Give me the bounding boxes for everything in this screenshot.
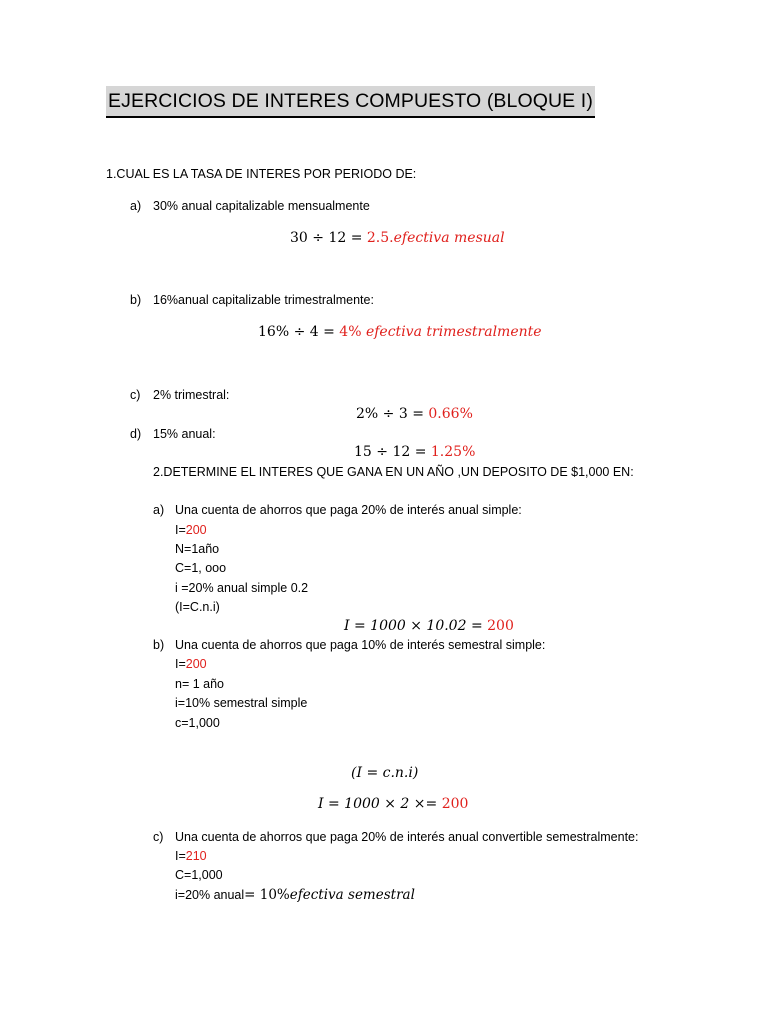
equation-1b-result: 4%	[339, 324, 362, 340]
item-2c-text: Una cuenta de ahorros que paga 20% de interés anual convertible semestralmente:	[175, 830, 639, 844]
equation-2a-result: 200	[487, 618, 514, 634]
equation-1c	[356, 405, 473, 423]
item-2a-interest-value: 200	[185, 523, 207, 537]
equation-1a-result: 2.5.	[366, 230, 394, 246]
item-1d-text: 15% anual:	[153, 427, 216, 441]
item-2a-c: C=1, ooo	[175, 561, 227, 575]
item-2b-letter: b)	[153, 638, 165, 652]
item-2c-rate-prefix: i=20% anual	[175, 888, 245, 902]
equation-2b-formula: (I = c.n.i)	[351, 765, 419, 781]
item-2c-interest	[175, 848, 207, 864]
equation-1d	[354, 443, 475, 461]
item-1a-letter: a)	[130, 199, 142, 213]
item-2c-rate-eq: = 10%	[244, 887, 290, 903]
item-2b-interest-label: I=	[175, 657, 186, 671]
item-2b-rate: i=10% semestral simple	[175, 696, 308, 710]
item-2a-n: N=1año	[175, 542, 220, 556]
equation-2a	[344, 617, 514, 635]
item-2b-interest	[175, 656, 207, 672]
item-2b-n: n= 1 año	[175, 677, 225, 691]
item-2a-text: Una cuenta de ahorros que paga 20% de interés anual simple:	[175, 503, 522, 517]
item-2c-interest-value: 210	[185, 849, 207, 863]
equation-1c-result: 0.66%	[428, 406, 473, 422]
item-1b-letter: b)	[130, 293, 142, 307]
section2-heading: 2.DETERMINE EL INTERES QUE GANA EN UN AÑO ,UN DEPOSITO DE $1,000 EN:	[153, 465, 634, 479]
item-2a-formula: (I=C.n.i)	[175, 600, 220, 614]
item-2b-c: c=1,000	[175, 716, 220, 730]
item-1d-letter: d)	[130, 427, 142, 441]
item-2a-letter: a)	[153, 503, 165, 517]
item-2a-interest-label: I=	[175, 523, 186, 537]
equation-1a-result-text: efectiva mesual	[393, 230, 505, 246]
item-2a-rate: i =20% anual simple 0.2	[175, 581, 309, 595]
item-2c-letter: c)	[153, 830, 164, 844]
item-1c-text: 2% trimestral:	[153, 388, 230, 402]
equation-1c-main: 2% ÷ 3 =	[356, 406, 429, 422]
page-title: EJERCICIOS DE INTERES COMPUESTO (BLOQUE I)	[106, 86, 595, 118]
equation-1d-result: 1.25%	[430, 444, 476, 460]
item-2c-c: C=1,000	[175, 868, 223, 882]
equation-2b	[318, 795, 468, 813]
equation-2b-main: I = 1000 × 2 ×=	[318, 796, 442, 812]
equation-1b-result-text: efectiva trimestralmente	[365, 324, 542, 340]
item-1b-text: 16%anual capitalizable trimestralmente:	[153, 293, 374, 307]
equation-1d-main: 15 ÷ 12 =	[354, 444, 431, 460]
equation-2a-main: I = 1000 × 10.02 =	[344, 618, 488, 634]
item-1c-letter: c)	[130, 388, 141, 402]
item-2b-text: Una cuenta de ahorros que paga 10% de interés semestral simple:	[175, 638, 546, 652]
equation-1b	[258, 323, 542, 341]
item-2b-interest-value: 200	[185, 657, 207, 671]
item-2c-rate	[175, 886, 415, 904]
section1-heading: 1.CUAL ES LA TASA DE INTERES POR PERIODO DE:	[106, 167, 417, 181]
item-2c-interest-label: I=	[175, 849, 186, 863]
item-2c-rate-eq-text: efectiva semestral	[289, 887, 415, 903]
equation-1a-main: 30 ÷ 12 =	[290, 230, 367, 246]
item-2a-interest	[175, 522, 207, 538]
equation-1a	[290, 229, 505, 247]
equation-2b-result: 200	[441, 796, 469, 812]
equation-1b-main: 16% ÷ 4 =	[258, 324, 340, 340]
item-1a-text: 30% anual capitalizable mensualmente	[153, 199, 370, 213]
